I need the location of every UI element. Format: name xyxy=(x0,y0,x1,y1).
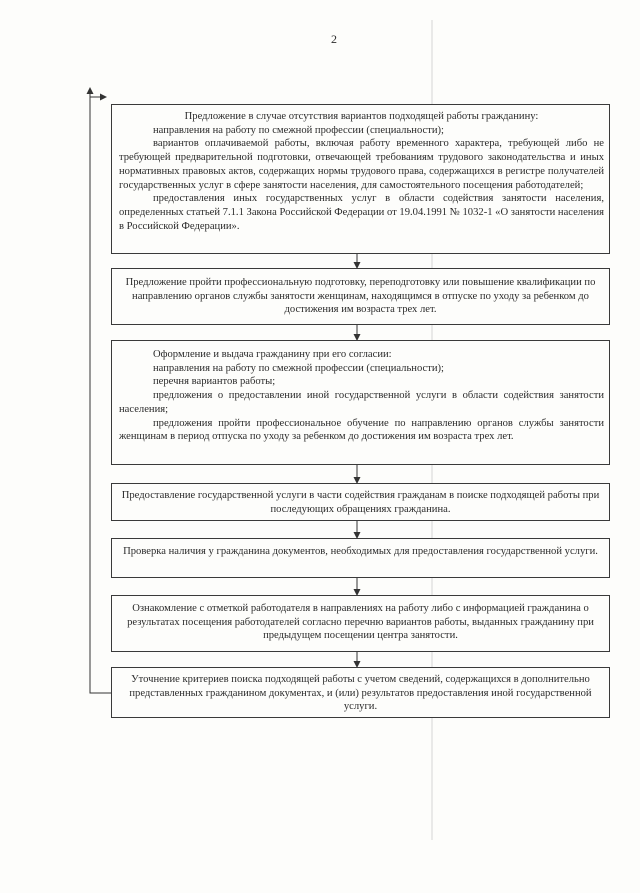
step-box-6 xyxy=(111,595,610,652)
step-box-5 xyxy=(111,538,610,578)
box-3-item-3: предложения о предоставлении иной государственной услуги в области содействия занятости населения; xyxy=(119,390,604,415)
step-box-7 xyxy=(111,667,610,718)
box-7-text: Уточнение критериев поиска подходящей работы с учетом сведений, содержащихся в дополнительно представленных гражданином документах, и (или) результатов предоставления иной государственной услуги. xyxy=(129,674,592,713)
step-box-1 xyxy=(111,104,610,254)
loop-back-arrow xyxy=(90,88,112,693)
box-1-item-2: вариантов оплачиваемой работы, включая работу временного характера, требующей либо не требующей предварительной подготовки, отвечающей требованиям трудового законодательства и иных нормативных правовых актов, содержащих нормы трудового права, содержащихся в регистре получателей государственных услуг в сфере занятости населения, для самостоятельного посещения работодателей; xyxy=(119,138,604,191)
box-3-item-1: направления на работу по смежной профессии (специальности); xyxy=(153,362,444,374)
box-3-item-2: перечня вариантов работы; xyxy=(153,376,276,388)
page-number: 2 xyxy=(331,32,337,46)
box-3-title: Оформление и выдача гражданину при его согласии: xyxy=(153,349,392,360)
box-1-item-1: направления на работу по смежной профессии (специальности); xyxy=(153,124,444,136)
box-3-item-4: предложения пройти профессиональное обучение по направлению органов службы занятости женщинам в период отпуска по уходу за ребенком до достижения им возраста трех лет. xyxy=(119,417,604,443)
box-6-text: Ознакомление с отметкой работодателя в направлениях на работу либо с информацией гражданина о результатах посещения работодателей согласно перечню вариантов работы, выданных гражданину при предыдущем посещении центра занятости. xyxy=(127,603,594,642)
box-5-text: Проверка наличия у гражданина документов, необходимых для предоставления государственной услуги. xyxy=(123,546,598,557)
box-1-title: Предложение в случае отсутствия вариантов подходящей работы гражданину: xyxy=(184,111,539,122)
step-box-4 xyxy=(111,483,610,521)
box-4-text: Предоставление государственной услуги в части содействия гражданам в поиске подходящей работы при последующих обращениях гражданина. xyxy=(121,490,600,515)
step-box-3 xyxy=(111,340,610,465)
step-box-2 xyxy=(111,268,610,325)
box-1-item-3: предоставления иных государственных услуг в области содействия занятости населения, определенных статьей 7.1.1 Закона Российской Федерации от 19.04.1991 № 1032-1 «О занятости населения в Российской Федерации». xyxy=(119,193,604,232)
box-2-text: Предложение пройти профессиональную подготовку, переподготовку или повышение квалификации по направлению органов службы занятости женщинам, находящимся в отпуске по уходу за ребенком до достижения им возраста трех лет. xyxy=(125,277,596,316)
